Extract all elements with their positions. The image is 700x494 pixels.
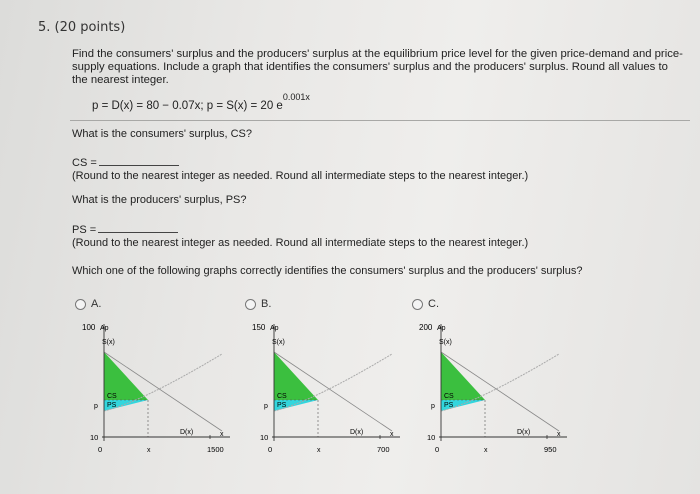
cs-label: CS <box>444 393 454 400</box>
graph-question: Which one of the following graphs correctly identifies the consumers' surplus and the producers' surplus? <box>72 265 583 277</box>
x-axis-label: x <box>557 431 561 438</box>
ps-label: PS = <box>72 224 97 236</box>
ps-question: What is the producers' surplus, PS? <box>72 194 247 206</box>
cs-label: CS <box>277 393 287 400</box>
option-b-letter: B. <box>261 298 272 310</box>
cs-question: What is the consumers' surplus, CS? <box>72 128 253 140</box>
cs-note: (Round to the nearest integer as needed. Round all intermediate steps to the nearest integer.) <box>72 170 529 182</box>
equations <box>92 92 310 112</box>
origin-label: 0 <box>268 445 273 454</box>
option-c-graph <box>419 312 579 462</box>
origin-label: 0 <box>435 445 440 454</box>
equation-exponent: 0.001x <box>282 92 310 102</box>
x-axis-label: x <box>220 431 224 438</box>
option-b-graph <box>252 312 412 462</box>
ps-answer-input[interactable] <box>98 222 178 233</box>
option-c-radio[interactable] <box>412 299 423 310</box>
x-equilibrium-label: x <box>147 447 151 454</box>
cs-label: CS = <box>72 157 97 169</box>
graph-shapes <box>271 324 400 441</box>
graph-shapes <box>438 324 567 441</box>
origin-label: 0 <box>98 445 103 454</box>
y-top-tick: 150 <box>252 323 266 332</box>
divider <box>70 120 690 121</box>
cs-label: CS <box>107 393 117 400</box>
question-number: 5. (20 points) <box>38 20 126 35</box>
x-max-tick: 1500 <box>207 445 224 454</box>
ps-label: PS <box>107 402 117 409</box>
ps-label: PS <box>277 402 287 409</box>
option-b-radio[interactable] <box>245 299 256 310</box>
y-top-tick: 100 <box>82 323 96 332</box>
y-axis-label: Ap <box>100 325 109 332</box>
ps-answer-row <box>72 222 178 236</box>
y-top-tick: 200 <box>419 323 433 332</box>
option-c-letter: C. <box>428 298 439 310</box>
s-curve-label: S(x) <box>102 339 115 346</box>
s-curve-label: S(x) <box>272 339 285 346</box>
s-curve-label: S(x) <box>439 339 452 346</box>
d-curve-label: D(x) <box>350 429 364 436</box>
ps-label: PS <box>444 402 454 409</box>
cs-answer-row <box>72 155 179 169</box>
y-bottom-tick: 10 <box>90 433 99 442</box>
p-label: p <box>94 403 98 410</box>
y-bottom-tick: 10 <box>427 433 436 442</box>
x-max-tick: 950 <box>544 445 557 454</box>
equation-main: p = D(x) = 80 − 0.07x; p = S(x) = 20 e <box>92 99 283 112</box>
graph-shapes <box>101 324 230 441</box>
option-b[interactable] <box>245 298 271 310</box>
x-max-tick: 700 <box>377 445 390 454</box>
p-label: p <box>431 403 435 410</box>
option-a[interactable] <box>75 298 101 310</box>
option-a-radio[interactable] <box>75 299 86 310</box>
ps-note: (Round to the nearest integer as needed. Round all intermediate steps to the nearest integer.) <box>72 237 529 249</box>
d-curve-label: D(x) <box>517 429 531 436</box>
question-intro: Find the consumers' surplus and the producers' surplus at the equilibrium price level for the given price-demand and price-supply equations. Include a graph that identifies the consumers' surplus and the producers' surplus. Round all values to the nearest integer. <box>72 48 683 86</box>
x-equilibrium-label: x <box>317 447 321 454</box>
x-equilibrium-label: x <box>484 447 488 454</box>
option-a-letter: A. <box>91 298 102 310</box>
option-c[interactable] <box>412 298 439 310</box>
option-a-graph <box>82 312 242 462</box>
x-axis-label: x <box>390 431 394 438</box>
y-axis-label: Ap <box>270 325 279 332</box>
d-curve-label: D(x) <box>180 429 194 436</box>
p-label: p <box>264 403 268 410</box>
cs-answer-input[interactable] <box>99 155 179 166</box>
y-axis-label: Ap <box>437 325 446 332</box>
y-bottom-tick: 10 <box>260 433 269 442</box>
